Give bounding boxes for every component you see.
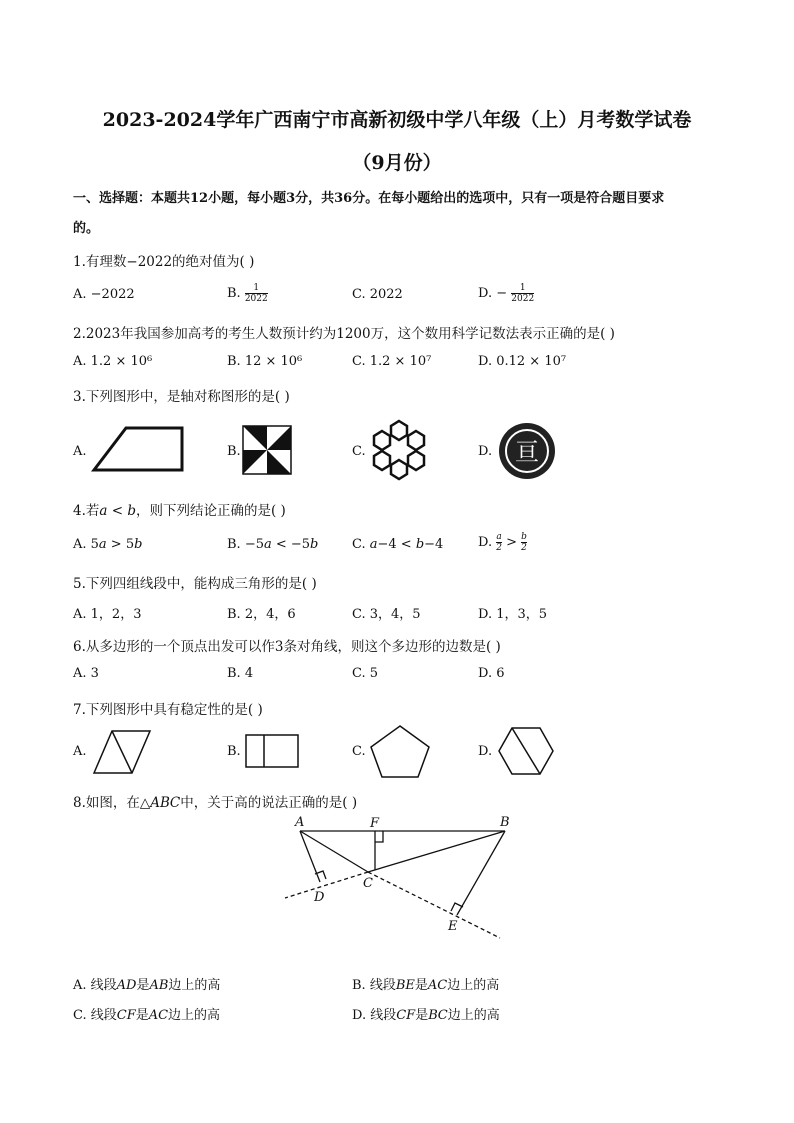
- q6-option-b: B. 4: [227, 666, 254, 681]
- question-3-stem: 3.下列图形中，是轴对称图形的是( ): [73, 389, 290, 405]
- question-8-stem: 8.如图，在△𝐴𝐵𝐶中，关于高的说法正确的是( ): [73, 795, 358, 811]
- q7-figure-d-hexagon: [496, 725, 556, 777]
- q7-option-c-label: C.: [352, 744, 366, 759]
- q8-option-a: A. 线段𝐴𝐷是𝐴𝐵边上的高: [73, 978, 221, 993]
- q8-option-c: C. 线段𝐶𝐹是𝐴𝐶边上的高: [73, 1008, 221, 1023]
- seal-glyph: 亘: [515, 438, 539, 466]
- q7-option-a-label: A.: [73, 744, 87, 759]
- q3-figure-d-seal: [495, 421, 559, 481]
- q3-figure-c-snowflake: [367, 419, 431, 481]
- q2-option-b: B. 12 × 10⁶: [227, 354, 303, 369]
- q1-option-b: B. $\frac{1}{2022}$: [227, 283, 268, 304]
- label-B: B: [500, 815, 510, 830]
- question-5-stem: 5.下列四组线段中，能构成三角形的是( ): [73, 576, 317, 592]
- label-A: A: [295, 815, 305, 830]
- q1-option-c: C. 2022: [352, 287, 403, 302]
- q8-triangle-diagram: [270, 812, 510, 942]
- q5-option-c: C. 3，4，5: [352, 607, 421, 622]
- q2-option-d: D. 0.12 × 10⁷: [478, 354, 567, 369]
- q7-figure-b-rectangle: [243, 733, 301, 769]
- q3-figure-b-pinwheel: [241, 424, 293, 476]
- q8-option-d: D. 线段𝐶𝐹是𝐵𝐶边上的高: [352, 1008, 500, 1023]
- label-E: E: [448, 919, 458, 934]
- section-header-line2: 的。: [73, 221, 100, 236]
- q5-option-b: B. 2，4，6: [227, 607, 296, 622]
- q5-option-a: A. 1，2，3: [73, 607, 142, 622]
- label-F: F: [370, 816, 380, 831]
- q3-option-d-label: D.: [478, 444, 493, 459]
- q1-option-d: D. − $\frac{1}{2022}$: [478, 283, 535, 304]
- q1-option-a: A. −2022: [73, 287, 135, 302]
- label-D: D: [314, 890, 325, 905]
- q2-option-c: C. 1.2 × 10⁷: [352, 354, 432, 369]
- page-title: 2023-2024学年广西南宁市高新初级中学八年级（上）月考数学试卷: [102, 109, 692, 131]
- label-C: C: [363, 876, 373, 891]
- q3-figure-a-trapezoid: [90, 425, 186, 473]
- q6-option-d: D. 6: [478, 666, 505, 681]
- question-1-stem: 1.有理数−2022的绝对值为( ): [73, 254, 255, 270]
- q6-option-c: C. 5: [352, 666, 379, 681]
- question-7-stem: 7.下列图形中具有稳定性的是( ): [73, 702, 263, 718]
- q4-option-c: C. 𝑎−4 < 𝑏−4: [352, 537, 444, 552]
- q8-option-b: B. 线段𝐵𝐸是𝐴𝐶边上的高: [352, 978, 500, 993]
- q4-option-a: A. 5𝑎 > 5𝑏: [73, 537, 143, 552]
- question-2-stem: 2.2023年我国参加高考的考生人数预计约为1200万，这个数用科学记数法表示正确的是( ): [73, 326, 615, 342]
- q3-option-a-label: A.: [73, 444, 87, 459]
- q5-option-d: D. 1，3，5: [478, 607, 548, 622]
- section-header-line1: 一、选择题：本题共12小题，每小题3分，共36分。在每小题给出的选项中，只有一项是符合题目要求: [73, 191, 665, 206]
- q4-option-d: D. $\frac{a}{2}$ > $\frac{b}{2}$: [478, 532, 527, 553]
- q7-figure-c-pentagon: [367, 723, 433, 779]
- q2-option-a: A. 1.2 × 10⁶: [73, 354, 153, 369]
- q3-option-c-label: C.: [352, 444, 366, 459]
- q7-option-b-label: B.: [227, 744, 241, 759]
- question-6-stem: 6.从多边形的一个顶点出发可以作3条对角线，则这个多边形的边数是( ): [73, 639, 501, 655]
- q3-option-b-label: B.: [227, 444, 241, 459]
- question-4-stem: 4.若𝑎 < 𝑏，则下列结论正确的是( ): [73, 503, 286, 519]
- page-subtitle: （9月份）: [352, 152, 442, 174]
- q4-option-b: B. −5𝑎 < −5𝑏: [227, 537, 319, 552]
- q7-figure-a-parallelogram: [90, 727, 154, 777]
- q7-option-d-label: D.: [478, 744, 493, 759]
- q6-option-a: A. 3: [73, 666, 99, 681]
